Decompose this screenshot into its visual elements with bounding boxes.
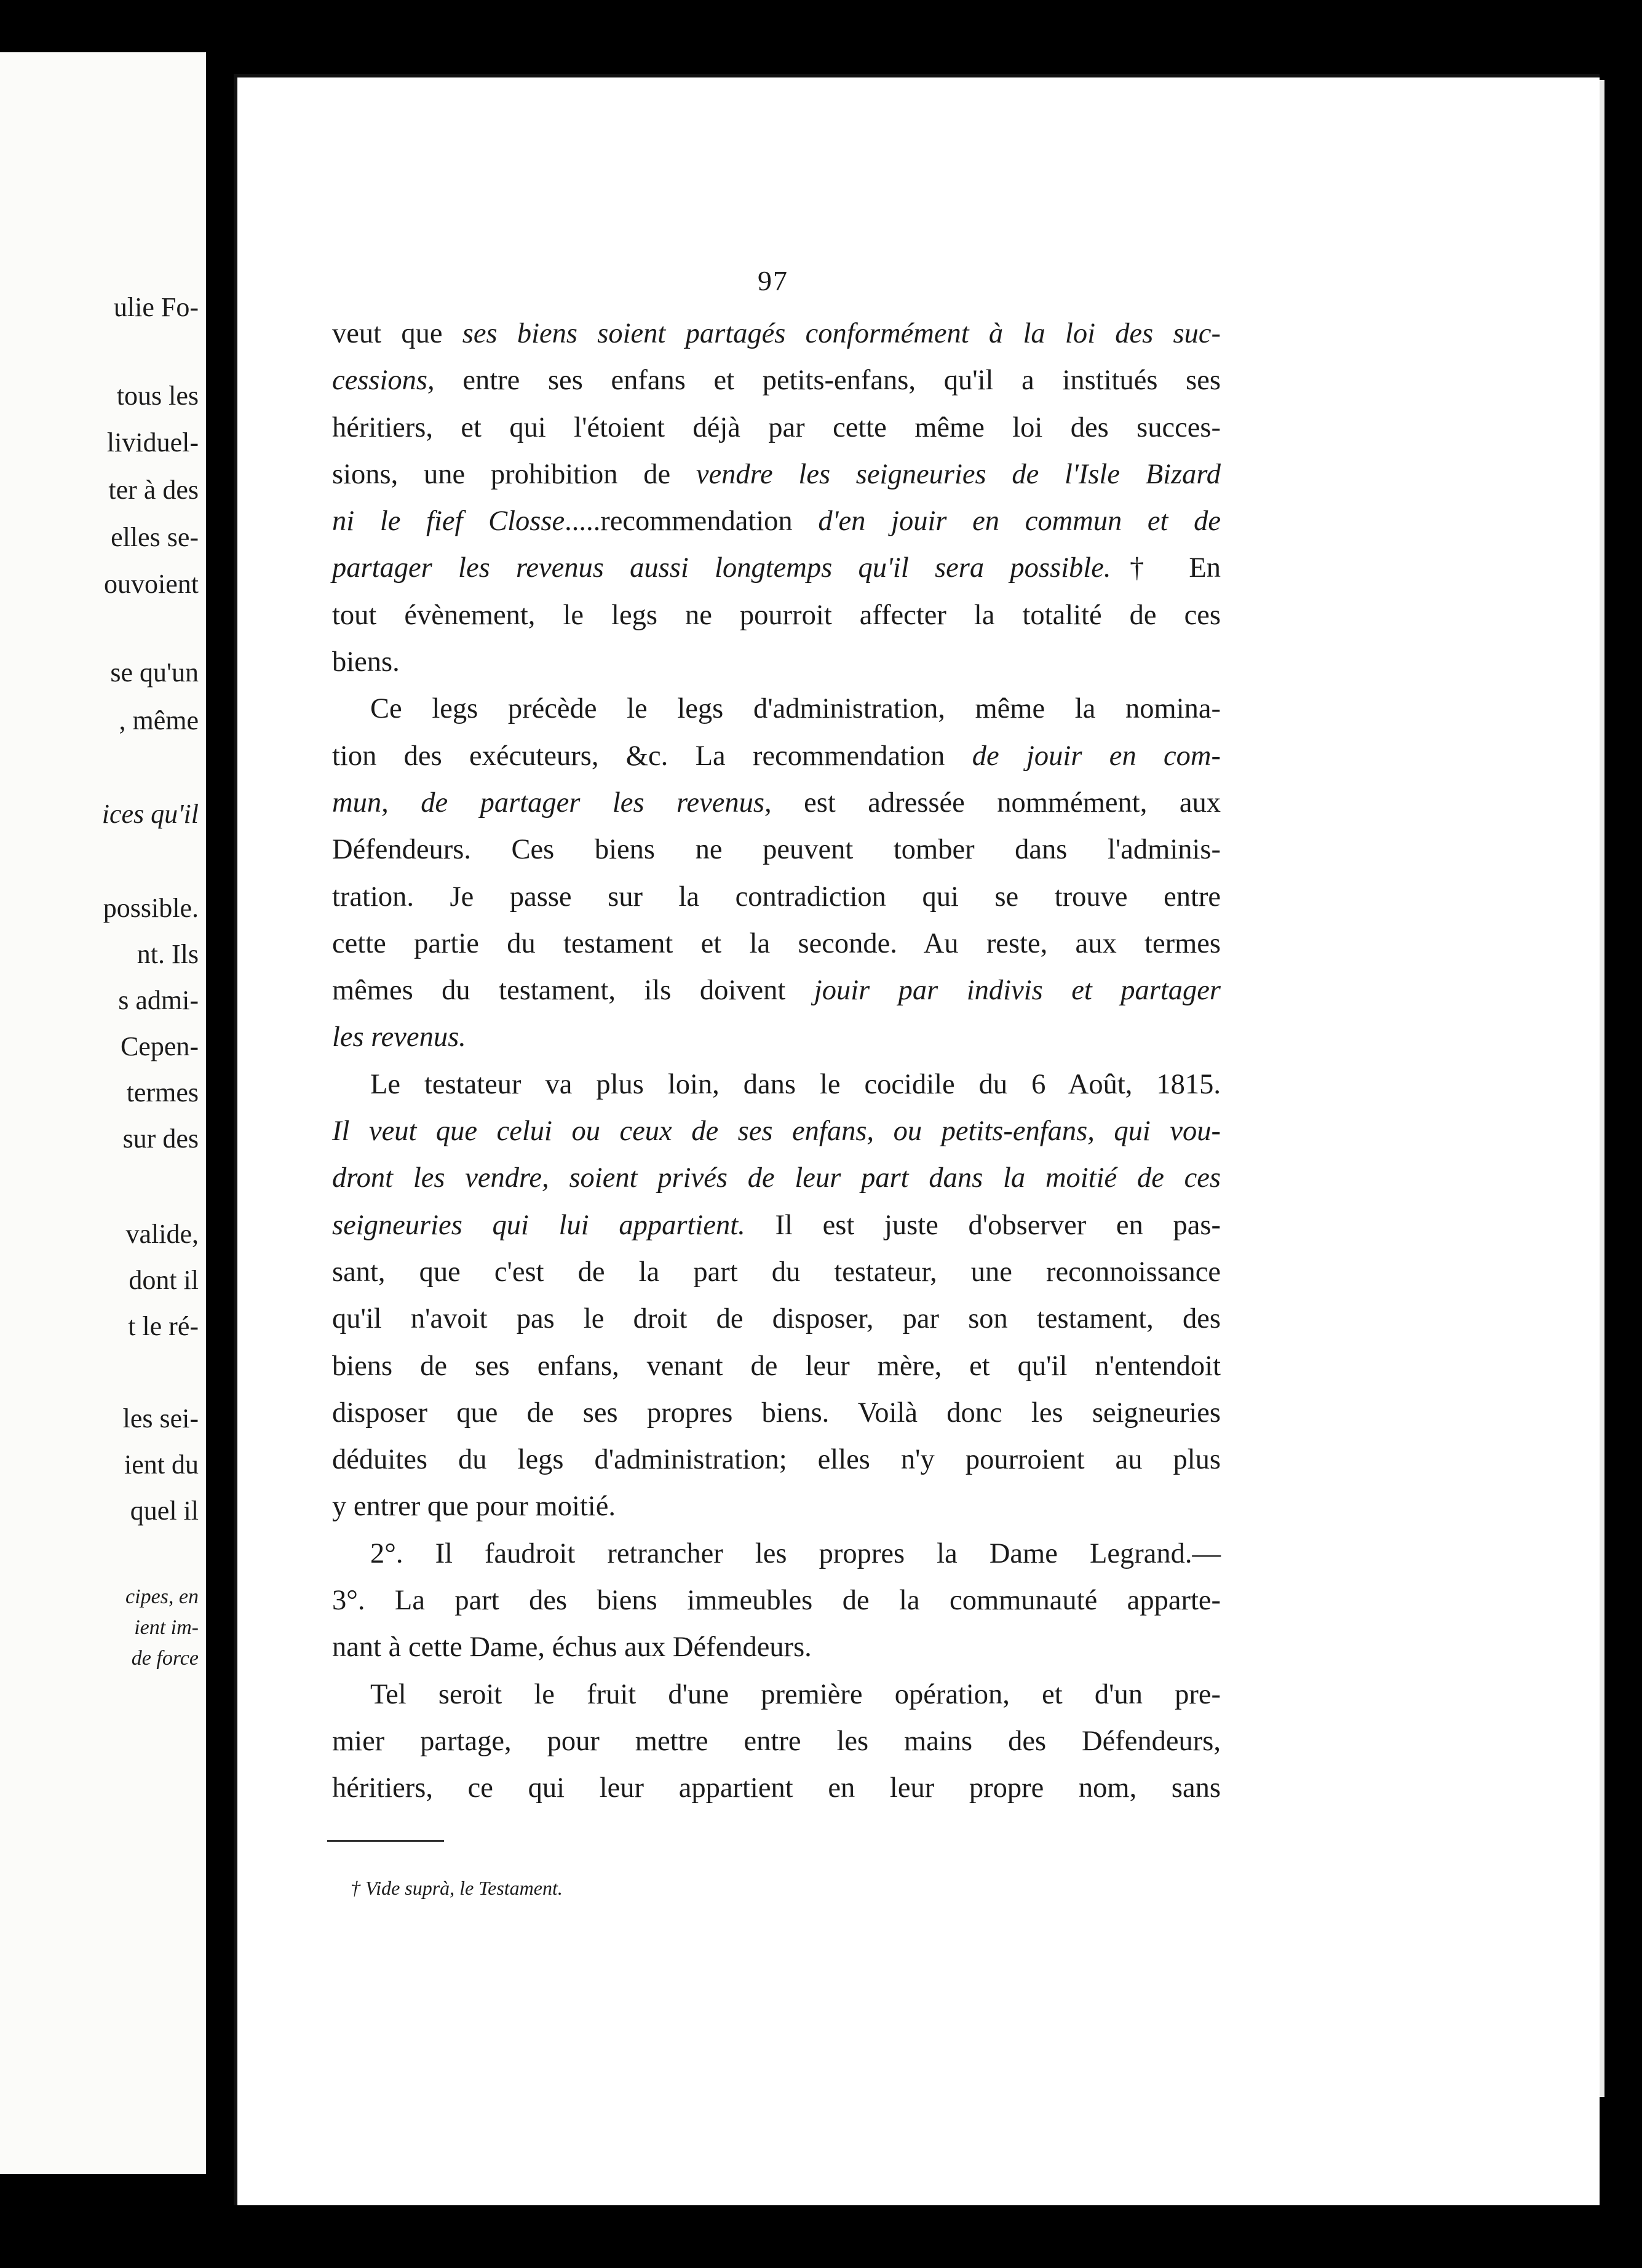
- roman-text: mier partage, pour mettre entre les mains des Défendeurs,: [332, 1725, 1221, 1757]
- text-line: [332, 1765, 1221, 1812]
- text-line: [332, 1014, 1221, 1061]
- left-page-line: termes: [126, 1077, 199, 1108]
- text-line: [332, 1483, 1221, 1530]
- text-line: [332, 592, 1221, 639]
- roman-text: 3°. La part des biens immeubles de la communauté apparte-: [332, 1585, 1221, 1617]
- roman-text: tration. Je passe sur la contradiction qui se trouve entre: [332, 881, 1221, 913]
- roman-text: veut que: [332, 318, 462, 349]
- text-line: [332, 1061, 1221, 1108]
- text-line: [332, 1718, 1221, 1765]
- left-page-line: sur des: [122, 1124, 199, 1154]
- left-page-line: dont il: [129, 1265, 199, 1295]
- text-line: [332, 1343, 1221, 1390]
- italic-text: de jouir en com-: [972, 740, 1221, 772]
- roman-text: héritiers, et qui l'étoient déjà par cette même loi des succes-: [332, 411, 1221, 443]
- roman-text: Il est juste d'observer en pas-: [745, 1209, 1221, 1241]
- text-line: [332, 1577, 1221, 1624]
- italic-text: vendre les seigneuries de l'Isle Bizard: [696, 458, 1221, 490]
- book-gutter: [206, 37, 234, 2226]
- roman-text: † En: [1111, 552, 1221, 584]
- text-line: [332, 1531, 1221, 1577]
- italic-text: mun, de partager les revenus,: [332, 787, 772, 819]
- left-page-line: ient du: [124, 1449, 199, 1480]
- roman-text: nant à cette Dame, échus aux Défendeurs.: [332, 1632, 812, 1663]
- italic-text: partager les revenus aussi longtemps qu'il sera possible.: [332, 552, 1111, 584]
- roman-text: sions, une prohibition de: [332, 458, 696, 490]
- roman-text: disposer que de ses propres biens. Voilà donc les seigneuries: [332, 1397, 1221, 1429]
- footnote-rule: [327, 1840, 444, 1842]
- left-page-line: ulie Fo-: [113, 292, 199, 322]
- roman-text: y entrer que pour moitié.: [332, 1491, 616, 1523]
- text-line: [332, 1671, 1221, 1718]
- left-page-line: s admi-: [118, 985, 199, 1015]
- italic-text: les revenus.: [332, 1021, 466, 1053]
- left-page-line: valide,: [125, 1219, 199, 1249]
- left-page-line: les sei-: [122, 1403, 199, 1433]
- left-page-line: Cepen-: [120, 1031, 199, 1061]
- left-page-line: t le ré-: [128, 1311, 199, 1341]
- text-line: [332, 639, 1221, 686]
- roman-text: 2°. Il faudroit retrancher les propres la Dame Legrand.—: [370, 1537, 1221, 1569]
- text-line: [332, 1108, 1221, 1155]
- roman-text: déduites du legs d'administration; elles n'y pourroient au plus: [332, 1444, 1221, 1476]
- page-number: 97: [758, 265, 788, 296]
- left-page-line: ices qu'il: [101, 799, 199, 829]
- italic-text: seigneuries qui lui appartient.: [332, 1209, 745, 1241]
- text-line: [332, 1155, 1221, 1202]
- left-page-line: lividuel-: [106, 427, 199, 458]
- italic-text: cessions,: [332, 365, 435, 397]
- text-line: [332, 921, 1221, 967]
- text-line: [332, 498, 1221, 545]
- roman-text: .....recommendation: [565, 506, 819, 537]
- italic-text: Il veut que celui ou ceux de ses enfans, ou petits-enfans, qui vou-: [332, 1116, 1221, 1148]
- roman-text: cette partie du testament et la seconde. Au reste, aux termes: [332, 927, 1221, 959]
- text-line: [332, 311, 1221, 357]
- roman-text: qu'il n'avoit pas le droit de disposer, par son testament, des: [332, 1303, 1221, 1335]
- italic-text: ni le fief Closse: [332, 506, 565, 537]
- roman-text: biens.: [332, 646, 400, 678]
- roman-text: Défendeurs. Ces biens ne peuvent tomber dans l'adminis-: [332, 834, 1221, 866]
- text-line: [332, 1296, 1221, 1342]
- text-line: [332, 1249, 1221, 1296]
- roman-text: Le testateur va plus loin, dans le cocidile du 6 Août, 1815.: [370, 1068, 1221, 1100]
- text-line: [332, 545, 1221, 592]
- left-page-line: ient im-: [134, 1616, 199, 1639]
- text-line: [332, 1624, 1221, 1671]
- left-page-line: possible.: [103, 893, 199, 923]
- text-line: [332, 780, 1221, 827]
- left-page-line: ouvoient: [104, 569, 199, 599]
- left-page: [0, 52, 206, 2174]
- roman-text: héritiers, ce qui leur appartient en leur propre nom, sans: [332, 1772, 1221, 1804]
- left-page-line: elles se-: [111, 522, 199, 552]
- left-page-line: se qu'un: [110, 657, 199, 688]
- roman-text: Ce legs précède le legs d'administration, même la nomina-: [370, 693, 1221, 725]
- text-line: [332, 733, 1221, 780]
- text-line: [332, 451, 1221, 498]
- italic-text: jouir par indivis et partager: [814, 975, 1221, 1007]
- text-line: [332, 1437, 1221, 1483]
- italic-text: ses biens soient partagés conformément à la loi des suc-: [462, 318, 1221, 349]
- left-page-line: ter à des: [108, 475, 199, 505]
- text-line: [332, 357, 1221, 404]
- body-text: [332, 311, 1221, 1812]
- text-line: [332, 686, 1221, 732]
- text-line: [332, 405, 1221, 451]
- text-line: [332, 967, 1221, 1014]
- text-line: [332, 1202, 1221, 1249]
- roman-text: tion des exécuteurs, &c. La recommendation: [332, 740, 972, 772]
- left-page-line: , même: [119, 705, 199, 736]
- text-line: [332, 827, 1221, 873]
- left-page-line: cipes, en: [125, 1585, 199, 1608]
- italic-text: dront les vendre, soient privés de leur part dans la moitié de ces: [332, 1162, 1221, 1194]
- roman-text: sant, que c'est de la part du testateur, une reconnoissance: [332, 1256, 1221, 1288]
- roman-text: biens de ses enfans, venant de leur mère, et qu'il n'entendoit: [332, 1350, 1221, 1382]
- footnote: † Vide suprà, le Testament.: [351, 1877, 563, 1899]
- roman-text: Tel seroit le fruit d'une première opération, et d'un pre-: [370, 1678, 1221, 1710]
- roman-text: tout évènement, le legs ne pourroit affecter la totalité de ces: [332, 599, 1221, 631]
- left-page-line: quel il: [130, 1496, 199, 1526]
- left-page-line: tous les: [116, 381, 199, 411]
- text-line: [332, 1390, 1221, 1437]
- roman-text: est adressée nommément, aux: [771, 787, 1221, 819]
- left-page-line: de force: [131, 1647, 199, 1670]
- italic-text: d'en jouir en commun et de: [818, 506, 1221, 537]
- roman-text: entre ses enfans et petits-enfans, qu'il a institués ses: [434, 365, 1221, 397]
- text-line: [332, 874, 1221, 921]
- roman-text: mêmes du testament, ils doivent: [332, 975, 814, 1007]
- left-page-line: nt. Ils: [137, 939, 199, 969]
